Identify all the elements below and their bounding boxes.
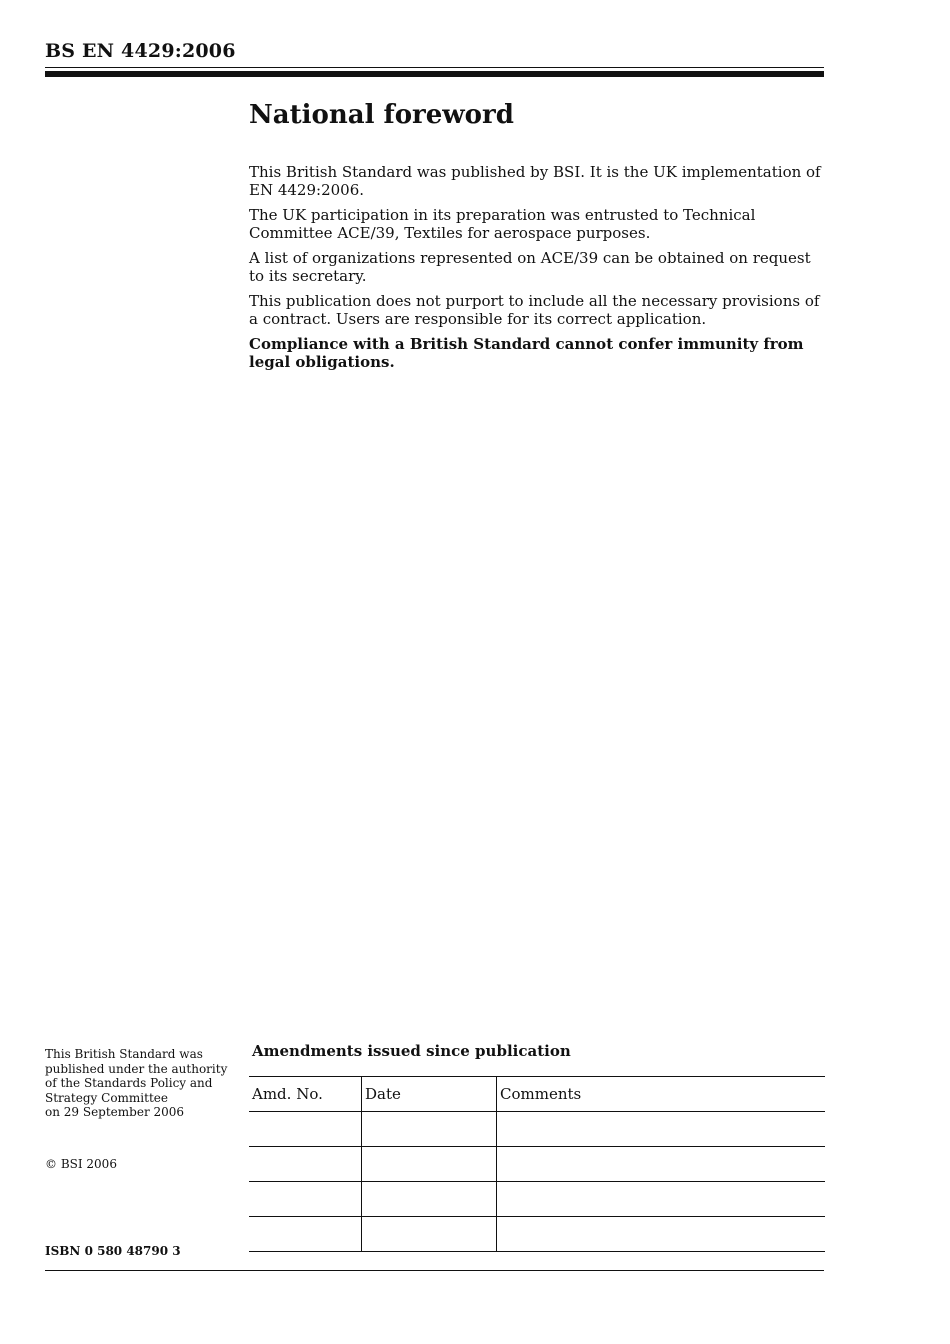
table-row	[249, 1147, 825, 1182]
table-cell	[249, 1182, 362, 1217]
authority-line: on 29 September 2006	[45, 1105, 185, 1119]
amendments-table	[249, 1076, 825, 1252]
table-cell	[362, 1112, 497, 1147]
column-header-comments: Comments	[497, 1077, 826, 1112]
foreword-paragraph: The UK participation in its preparation was entrusted to Technical Committee ACE/39, Textiles for aerospace purposes.	[249, 206, 756, 242]
publication-authority	[45, 1047, 235, 1120]
foreword-paragraph: A list of organizations represented on ACE/39 can be obtained on request to its secretary.	[249, 249, 811, 285]
copyright-notice: © BSI 2006	[45, 1157, 117, 1171]
table-cell	[249, 1112, 362, 1147]
compliance-notice: Compliance with a British Standard cannot confer immunity from legal obligations.	[249, 335, 804, 371]
table-row	[249, 1182, 825, 1217]
authority-line: of the Standards Policy and	[45, 1076, 213, 1090]
isbn: ISBN 0 580 48790 3	[45, 1244, 181, 1258]
authority-line: Strategy Committee	[45, 1090, 168, 1105]
authority-line: published under the authority	[45, 1061, 228, 1076]
table-header-row	[249, 1077, 825, 1112]
table-cell	[497, 1182, 826, 1217]
header-thin-rule	[45, 67, 824, 68]
table-cell	[497, 1112, 826, 1147]
table-cell	[362, 1217, 497, 1252]
column-header-amd-no: Amd. No.	[249, 1077, 362, 1112]
column-header-date: Date	[362, 1077, 497, 1112]
table-cell	[249, 1147, 362, 1182]
header-thick-rule	[45, 71, 824, 77]
foreword-body	[249, 163, 825, 378]
authority-line: This British Standard was	[45, 1047, 203, 1061]
table-cell	[249, 1217, 362, 1252]
table-row	[249, 1217, 825, 1252]
standard-number: BS EN 4429:2006	[45, 40, 236, 62]
table-cell	[362, 1182, 497, 1217]
foreword-paragraph: This British Standard was published by BSI. It is the UK implementation of EN 4429:2006.	[249, 163, 821, 199]
foreword-paragraph: This publication does not purport to include all the necessary provisions of a contract. Users are responsible for its correct application.	[249, 292, 820, 328]
table-row	[249, 1112, 825, 1147]
page-title: National foreword	[249, 100, 514, 130]
table-cell	[362, 1147, 497, 1182]
table-cell	[497, 1147, 826, 1182]
footer-rule	[45, 1270, 824, 1271]
amendments-title: Amendments issued since publication	[252, 1042, 571, 1060]
table-cell	[497, 1217, 826, 1252]
